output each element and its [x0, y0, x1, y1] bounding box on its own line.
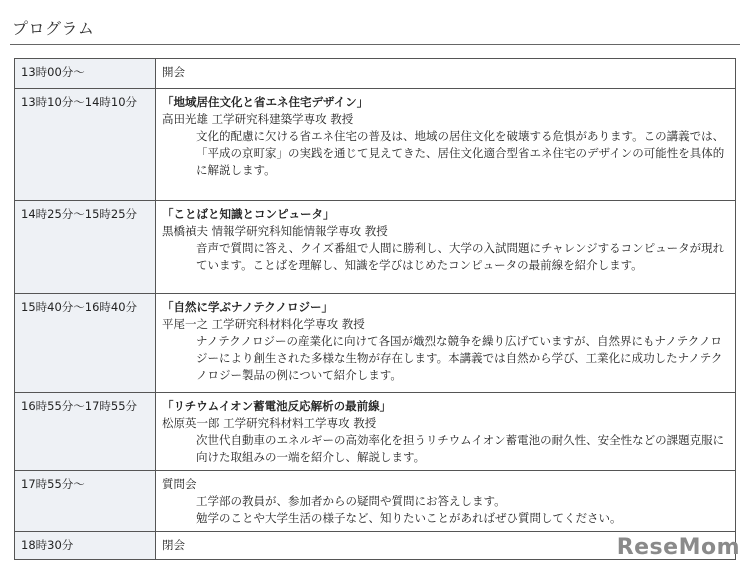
schedule-time: 15時40分〜16時40分: [15, 294, 156, 393]
schedule-content: [156, 59, 736, 89]
lecture-description: 工学部の教員が、参加者からの疑問や質問にお答えします。: [196, 494, 506, 508]
lecture-description: ナノテクノロジーの産業化に向けて各国が熾烈な競争を繰り広げていますが、自然界にもナノテクノロジーにより創生された多様な生物が存在します。本講義では自然から学び、工業化に成功したナノテクノロジー製品の例について紹介します。: [196, 334, 723, 382]
schedule-row: [15, 393, 736, 471]
lecture-description: 次世代自動車のエネルギーの高効率化を担うリチウムイオン蓄電池の耐久性、安全性などの課題克服に向けた取組みの一端を紹介し、解説します。: [196, 433, 725, 464]
schedule-content: [156, 393, 736, 471]
schedule-row: [15, 471, 736, 532]
lecture-title: 「地域居住文化と省エネ住宅デザイン」: [162, 95, 369, 109]
session-label: 開会: [162, 65, 185, 79]
resemom-watermark-logo: ReseMom: [616, 535, 740, 560]
session-label: 閉会: [162, 538, 185, 552]
lecture-speaker: 高田光雄 工学研究科建築学専攻 教授: [162, 112, 354, 126]
schedule-time: 13時10分〜14時10分: [15, 89, 156, 201]
lecture-description: 文化的配慮に欠ける省エネ住宅の普及は、地域の居住文化を破壊する危惧があります。この講義では、「平成の京町家」の実践を通じて見えてきた、居住文化適合型省エネ住宅のデザインの可能性を具体的に解説します。: [196, 129, 725, 177]
schedule-row: [15, 201, 736, 294]
schedule-content: [156, 294, 736, 393]
schedule-row: [15, 89, 736, 201]
program-table: [14, 58, 736, 560]
lecture-title: 「ことばと知識とコンピュータ」: [162, 207, 335, 221]
lecture-speaker: 黒橋禎夫 情報学研究科知能情報学専攻 教授: [162, 224, 388, 238]
schedule-time: 16時55分〜17時55分: [15, 393, 156, 471]
lecture-title: 「リチウムイオン蓄電池反応解析の最前線」: [162, 399, 392, 413]
lecture-speaker: 平尾一之 工学研究科材料化学専攻 教授: [162, 317, 365, 331]
schedule-time: 14時25分〜15時25分: [15, 201, 156, 294]
schedule-time: 17時55分〜: [15, 471, 156, 532]
title-divider: [10, 44, 740, 45]
schedule-content: [156, 201, 736, 294]
schedule-row: [15, 294, 736, 393]
lecture-description: 勉学のことや大学生活の様子など、知りたいことがあればぜひ質問してください。: [196, 511, 622, 525]
lecture-description: 音声で質問に答え、クイズ番組で人間に勝利し、大学の入試問題にチャレンジするコンピュータが現れています。ことばを理解し、知識を学びはじめたコンピュータの最前線を紹介します。: [196, 241, 725, 272]
schedule-content: [156, 471, 736, 532]
schedule-time: 13時00分〜: [15, 59, 156, 89]
schedule-content: [156, 89, 736, 201]
schedule-time: 18時30分: [15, 532, 156, 560]
page-title: プログラム: [12, 19, 95, 38]
lecture-title: 「自然に学ぶナノテクノロジー」: [162, 300, 334, 314]
schedule-row: [15, 59, 736, 89]
lecture-speaker: 松原英一郎 工学研究科材料工学専攻 教授: [162, 416, 377, 430]
lecture-speaker: 質問会: [162, 477, 197, 491]
